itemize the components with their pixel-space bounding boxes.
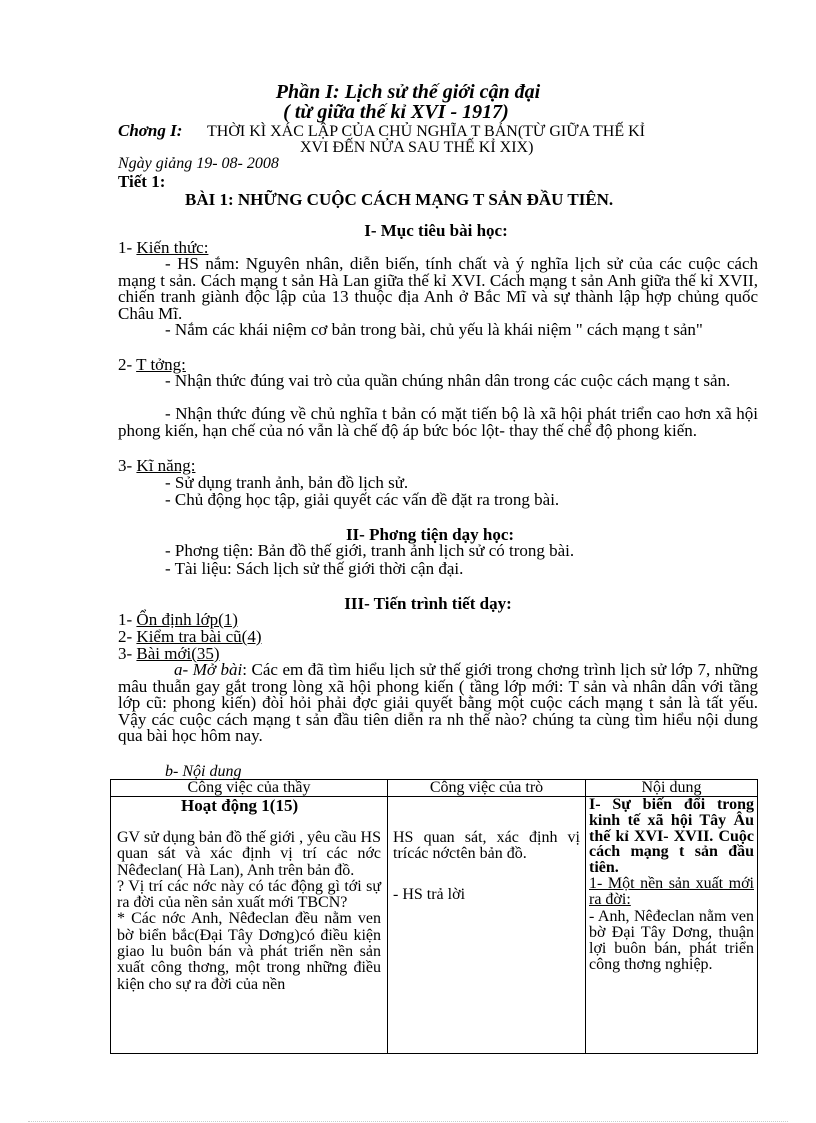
- header-teacher: Công việc của thầy: [111, 780, 388, 797]
- knowledge-paragraph-1: - HS nắm: Nguyên nhân, diễn biến, tính chất và ý nghĩa lịch sử của các cuộc cách mạng t sản. Cách mạng t sản Hà Lan giữa thế kỉ XVI. Cách mạng t sản Anh giữa thế kỉ XVII, chiến tranh giành độc lập của 13 thuộc địa Anh ở Bắc Mĩ và sự thành lập hợp chủng quốc Châu Mĩ.: [118, 254, 758, 323]
- activity-title: Hoạt động 1(15): [181, 796, 299, 815]
- section2-item-1: - Phơng tiện: Bản đồ thế giới, tranh ảnh lịch sử có trong bài.: [165, 541, 575, 560]
- intro-label: a- Mở bài: [174, 660, 243, 679]
- lesson-number: Tiết 1:: [118, 172, 166, 191]
- thought-paragraph-2: - Nhận thức đúng về chủ nghĩa t bản có mặt tiến bộ là xã hội phát triển cao hơn xã hội phong kiến, hạn chế của nó vẫn là chế độ áp bức bóc lột- thay thế chế độ phong kiến.: [118, 404, 758, 440]
- student-text-2: - HS trả lời: [393, 885, 466, 903]
- step-1: [118, 611, 238, 628]
- skill-label: Kĩ năng:: [136, 456, 196, 475]
- thought-paragraph-1: - Nhận thức đúng vai trò của quần chúng nhân dân trong các cuộc cách mạng t sản.: [165, 371, 731, 390]
- header-content: Nội dung: [586, 780, 758, 797]
- chapter-title-line2: XVI ĐẾN NỬA SAU THẾ KỈ XIX): [300, 139, 534, 156]
- content-heading: I- Sự biến đổi trong kinh tế xã hội Tây Âu thế kỉ XVI- XVII. Cuộc cách mạng t sản đầu tiên.: [589, 796, 754, 877]
- thought-label: T tởng:: [136, 355, 186, 374]
- section3-heading: III- Tiến trình tiết dạy:: [344, 594, 512, 613]
- skill-item-2: - Chủ động học tập, giải quyết các vấn đề đặt ra trong bài.: [165, 490, 560, 509]
- table-header-row: [111, 780, 758, 797]
- content-subheading-text: 1- Một nền sản xuất mới ra đời:: [589, 874, 754, 909]
- step-1-label: Ổn định lớp(1): [136, 610, 238, 629]
- step-2: [118, 628, 262, 645]
- section1-heading: I- Mục tiêu bài học:: [364, 221, 508, 240]
- chapter-title-line1: THỜI KÌ XÁC LẬP CỦA CHỦ NGHĨA T BẢN(TỪ GIỮA THẾ KỈ: [207, 123, 646, 140]
- content-cell: [586, 797, 758, 1054]
- lesson-table: [110, 779, 758, 1054]
- teaching-date: Ngày giảng 19- 08- 2008: [118, 155, 279, 172]
- content-subheading: [589, 876, 754, 909]
- knowledge-label: Kiến thức:: [136, 238, 209, 257]
- teacher-text-1: GV sử dụng bản đồ thế giới , yêu cầu HS quan sát và xác định vị trí các nớc Nêđeclan( Hà Lan), Anh trên bản đồ.: [117, 829, 381, 879]
- step-2-number: 2-: [118, 627, 133, 646]
- section2-heading: II- Phơng tiện dạy học:: [345, 525, 515, 544]
- skill-number: 3-: [118, 456, 133, 475]
- part-title: Phần I: Lịch sử thế giới cận đại: [275, 81, 541, 103]
- part-subtitle: ( từ giữa thế kỉ XVI - 1917): [283, 101, 509, 123]
- teacher-cell: [111, 797, 388, 1054]
- table-row: [111, 797, 758, 1054]
- header-student: Công việc của trò: [388, 780, 586, 797]
- knowledge-paragraph-2: - Nắm các khái niệm cơ bản trong bài, chủ yếu là khái niệm " cách mạng t sản": [165, 320, 703, 339]
- student-text-1: HS quan sát, xác định vị trícác nớctên bản đồ.: [393, 829, 580, 863]
- teacher-text-2: ? Vị trí các nớc này có tác động gì tới sự ra đời của nền sản xuất mới TBCN?: [117, 877, 381, 912]
- step-3-label: Bài mới(35): [136, 644, 220, 663]
- intro-paragraph: [118, 662, 758, 745]
- chapter-label: Chơng I:: [118, 121, 183, 140]
- skill-item-1: - Sử dụng tranh ảnh, bản đồ lịch sử.: [165, 473, 409, 492]
- thought-number: 2-: [118, 355, 133, 374]
- section2-item-2: - Tài liệu: Sách lịch sử thế giới thời cận đại.: [165, 559, 464, 578]
- content-text: - Anh, Nêđeclan nằm ven bờ Đại Tây Dơng, thuận lợi buôn bán, phát triển công thơng nghiệp.: [589, 907, 754, 974]
- intro-text: : Các em đã tìm hiểu lịch sử thế giới trong chơng trình lịch sử lớp 7, những mâu thuẫn gay gắt trong lòng xã hội phong kiến ( tầng lớp mới: T sản và nhân dân với tầng lớp cũ: phong kiến) đòi hỏi phải đợc giải quyết bằng một cuộc cách mạng t sản là tất yếu. Vậy các cuộc cách mạng t sản đầu tiên diễn ra nh thế nào? chúng ta cùng tìm hiểu nội dung qua bài học hôm nay.: [118, 660, 758, 745]
- student-cell: [388, 797, 586, 1054]
- step-3-number: 3-: [118, 644, 133, 663]
- step-2-label: Kiểm tra bài cũ(4): [136, 627, 262, 646]
- skill-heading: [118, 457, 195, 474]
- content-label: b- Nội dung: [165, 763, 242, 780]
- teacher-text-3: * Các nớc Anh, Nêđeclan đều nằm ven bờ biển bắc(Đại Tây Dơng)có điều kiện giao lu buôn bán và phát triển nền sản xuất công thơng, một trong những điều kiện cho sự ra đời của nền: [117, 911, 381, 993]
- knowledge-number: 1-: [118, 238, 133, 257]
- step-1-number: 1-: [118, 610, 133, 629]
- page-bottom-divider: [28, 1121, 788, 1122]
- lesson-title: BÀI 1: NHỮNG CUỘC CÁCH MẠNG T SẢN ĐẦU TIÊN.: [185, 190, 614, 209]
